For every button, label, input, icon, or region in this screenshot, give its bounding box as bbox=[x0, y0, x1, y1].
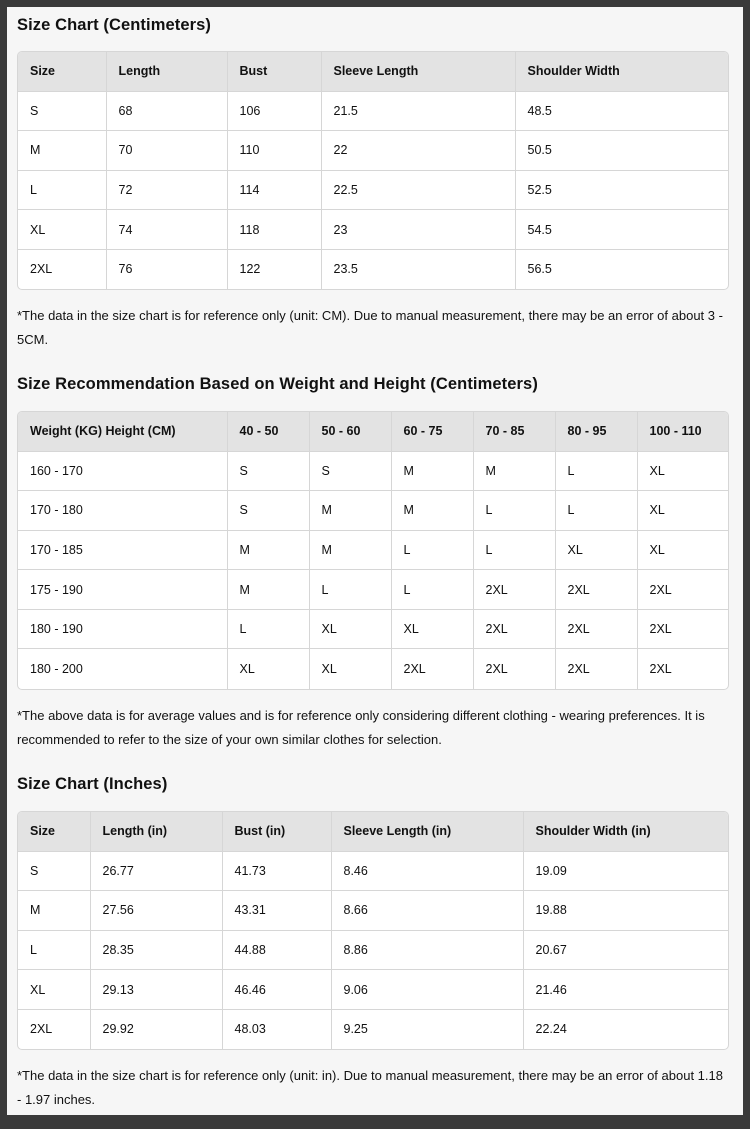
table-cell: 19.09 bbox=[523, 851, 729, 891]
row-label-cell: M bbox=[18, 891, 90, 931]
row-label-cell: M bbox=[18, 131, 106, 171]
table-cell: 21.5 bbox=[321, 91, 515, 131]
table-cell: 74 bbox=[106, 210, 227, 250]
cm-chart-note: *The data in the size chart is for reference only (unit: CM). Due to manual measurement, there may be an error of about 3 - 5CM. bbox=[17, 308, 723, 347]
table-cell: 44.88 bbox=[222, 930, 331, 970]
table-row bbox=[18, 609, 728, 649]
table-cell: XL bbox=[227, 649, 309, 689]
table-cell: 2XL bbox=[391, 649, 473, 689]
table-cell: 48.5 bbox=[515, 91, 729, 131]
table-cell: 43.31 bbox=[222, 891, 331, 931]
row-label-cell: S bbox=[18, 91, 106, 131]
table-cell: M bbox=[227, 530, 309, 570]
table-cell: 9.06 bbox=[331, 970, 523, 1010]
table-cell: 2XL bbox=[473, 649, 555, 689]
table-cell: XL bbox=[637, 451, 728, 491]
inch-chart-title: Size Chart (Inches) bbox=[17, 775, 168, 793]
table-row bbox=[18, 530, 728, 570]
table-cell: 8.86 bbox=[331, 930, 523, 970]
row-label-cell: L bbox=[18, 170, 106, 210]
column-header: Length bbox=[106, 52, 227, 91]
table-row bbox=[18, 1009, 729, 1049]
column-header: Size bbox=[18, 812, 90, 851]
table-cell: 48.03 bbox=[222, 1009, 331, 1049]
table-cell: 118 bbox=[227, 210, 321, 250]
table-cell: 22.24 bbox=[523, 1009, 729, 1049]
table-cell: L bbox=[391, 530, 473, 570]
table-cell: 23 bbox=[321, 210, 515, 250]
inch-chart-note: *The data in the size chart is for reference only (unit: in). Due to manual measurement, there may be an error of about 1.18 - 1.97 inches. bbox=[17, 1068, 723, 1107]
table-cell: 70 bbox=[106, 131, 227, 171]
table-cell: 20.67 bbox=[523, 930, 729, 970]
table-cell: 56.5 bbox=[515, 249, 729, 289]
table-cell: M bbox=[391, 451, 473, 491]
table-row bbox=[18, 891, 729, 931]
table-cell: 72 bbox=[106, 170, 227, 210]
table-cell: 2XL bbox=[555, 609, 637, 649]
row-label-cell: 170 - 185 bbox=[18, 530, 227, 570]
row-label-cell: L bbox=[18, 930, 90, 970]
table-cell: S bbox=[227, 451, 309, 491]
column-header: 100 - 110 bbox=[637, 412, 728, 451]
table-cell: 52.5 bbox=[515, 170, 729, 210]
table-cell: XL bbox=[309, 649, 391, 689]
cm-size-table bbox=[17, 51, 729, 290]
table-cell: XL bbox=[391, 609, 473, 649]
recommendation-table bbox=[17, 411, 729, 690]
column-header: Bust bbox=[227, 52, 321, 91]
table-cell: L bbox=[473, 530, 555, 570]
row-label-cell: 2XL bbox=[18, 249, 106, 289]
table-cell: L bbox=[473, 491, 555, 531]
table-cell: 2XL bbox=[637, 649, 728, 689]
row-label-cell: XL bbox=[18, 210, 106, 250]
table-header-row bbox=[18, 412, 728, 451]
row-label-cell: 180 - 190 bbox=[18, 609, 227, 649]
table-row bbox=[18, 91, 729, 131]
inch-size-table bbox=[17, 811, 729, 1050]
table-cell: 29.13 bbox=[90, 970, 222, 1010]
table-row bbox=[18, 131, 729, 171]
table-row bbox=[18, 930, 729, 970]
table-cell: 29.92 bbox=[90, 1009, 222, 1049]
recommendation-note: *The above data is for average values and is for reference only considering different clothing - wearing preferences. It is recommended to refer to the size of your own similar clothes for selection. bbox=[17, 708, 705, 747]
row-label-cell: 180 - 200 bbox=[18, 649, 227, 689]
table-cell: 22 bbox=[321, 131, 515, 171]
table-cell: 21.46 bbox=[523, 970, 729, 1010]
table-cell: XL bbox=[637, 491, 728, 531]
row-label-cell: 2XL bbox=[18, 1009, 90, 1049]
table-cell: M bbox=[309, 530, 391, 570]
table-cell: 2XL bbox=[637, 609, 728, 649]
table-cell: M bbox=[391, 491, 473, 531]
table-cell: 76 bbox=[106, 249, 227, 289]
table-cell: L bbox=[227, 609, 309, 649]
table-row bbox=[18, 451, 728, 491]
row-label-cell: 160 - 170 bbox=[18, 451, 227, 491]
table-cell: 41.73 bbox=[222, 851, 331, 891]
table-cell: 27.56 bbox=[90, 891, 222, 931]
inch-chart-heading-wrap bbox=[17, 775, 729, 794]
cm-chart-title: Size Chart (Centimeters) bbox=[17, 16, 212, 34]
column-header: Shoulder Width bbox=[515, 52, 729, 91]
column-header: 40 - 50 bbox=[227, 412, 309, 451]
table-cell: S bbox=[227, 491, 309, 531]
table-cell: XL bbox=[309, 609, 391, 649]
column-header: 50 - 60 bbox=[309, 412, 391, 451]
table-row bbox=[18, 570, 728, 610]
column-header: 80 - 95 bbox=[555, 412, 637, 451]
row-label-cell: 170 - 180 bbox=[18, 491, 227, 531]
table-cell: 8.66 bbox=[331, 891, 523, 931]
cm-chart-heading-wrap bbox=[17, 16, 729, 35]
table-cell: 23.5 bbox=[321, 249, 515, 289]
row-label-cell: S bbox=[18, 851, 90, 891]
table-cell: L bbox=[555, 451, 637, 491]
column-header: Weight (KG) Height (CM) bbox=[18, 412, 227, 451]
table-cell: 122 bbox=[227, 249, 321, 289]
table-cell: 68 bbox=[106, 91, 227, 131]
table-cell: L bbox=[391, 570, 473, 610]
table-cell: 46.46 bbox=[222, 970, 331, 1010]
table-cell: 110 bbox=[227, 131, 321, 171]
table-cell: 2XL bbox=[473, 609, 555, 649]
column-header: 60 - 75 bbox=[391, 412, 473, 451]
table-cell: M bbox=[309, 491, 391, 531]
table-header-row bbox=[18, 812, 729, 851]
table-cell: 2XL bbox=[637, 570, 728, 610]
table-cell: 2XL bbox=[555, 570, 637, 610]
table-cell: L bbox=[555, 491, 637, 531]
table-cell: XL bbox=[637, 530, 728, 570]
column-header: 70 - 85 bbox=[473, 412, 555, 451]
row-label-cell: XL bbox=[18, 970, 90, 1010]
table-cell: 2XL bbox=[555, 649, 637, 689]
column-header: Shoulder Width (in) bbox=[523, 812, 729, 851]
recommendation-heading-wrap bbox=[17, 375, 729, 394]
table-cell: 50.5 bbox=[515, 131, 729, 171]
table-row bbox=[18, 491, 728, 531]
table-row bbox=[18, 851, 729, 891]
table-cell: L bbox=[309, 570, 391, 610]
table-row bbox=[18, 210, 729, 250]
table-header-row bbox=[18, 52, 729, 91]
table-cell: 8.46 bbox=[331, 851, 523, 891]
column-header: Sleeve Length bbox=[321, 52, 515, 91]
table-cell: XL bbox=[555, 530, 637, 570]
recommendation-title: Size Recommendation Based on Weight and Height (Centimeters) bbox=[17, 375, 538, 393]
column-header: Size bbox=[18, 52, 106, 91]
table-cell: 2XL bbox=[473, 570, 555, 610]
column-header: Sleeve Length (in) bbox=[331, 812, 523, 851]
table-row bbox=[18, 649, 728, 689]
table-cell: S bbox=[309, 451, 391, 491]
table-cell: 26.77 bbox=[90, 851, 222, 891]
table-cell: 22.5 bbox=[321, 170, 515, 210]
row-label-cell: 175 - 190 bbox=[18, 570, 227, 610]
table-cell: M bbox=[227, 570, 309, 610]
table-cell: 114 bbox=[227, 170, 321, 210]
table-cell: 106 bbox=[227, 91, 321, 131]
column-header: Bust (in) bbox=[222, 812, 331, 851]
table-cell: 9.25 bbox=[331, 1009, 523, 1049]
page-frame bbox=[7, 7, 743, 1115]
table-cell: 19.88 bbox=[523, 891, 729, 931]
table-cell: M bbox=[473, 451, 555, 491]
column-header: Length (in) bbox=[90, 812, 222, 851]
table-cell: 28.35 bbox=[90, 930, 222, 970]
table-row bbox=[18, 249, 729, 289]
table-cell: 54.5 bbox=[515, 210, 729, 250]
table-row bbox=[18, 970, 729, 1010]
table-row bbox=[18, 170, 729, 210]
